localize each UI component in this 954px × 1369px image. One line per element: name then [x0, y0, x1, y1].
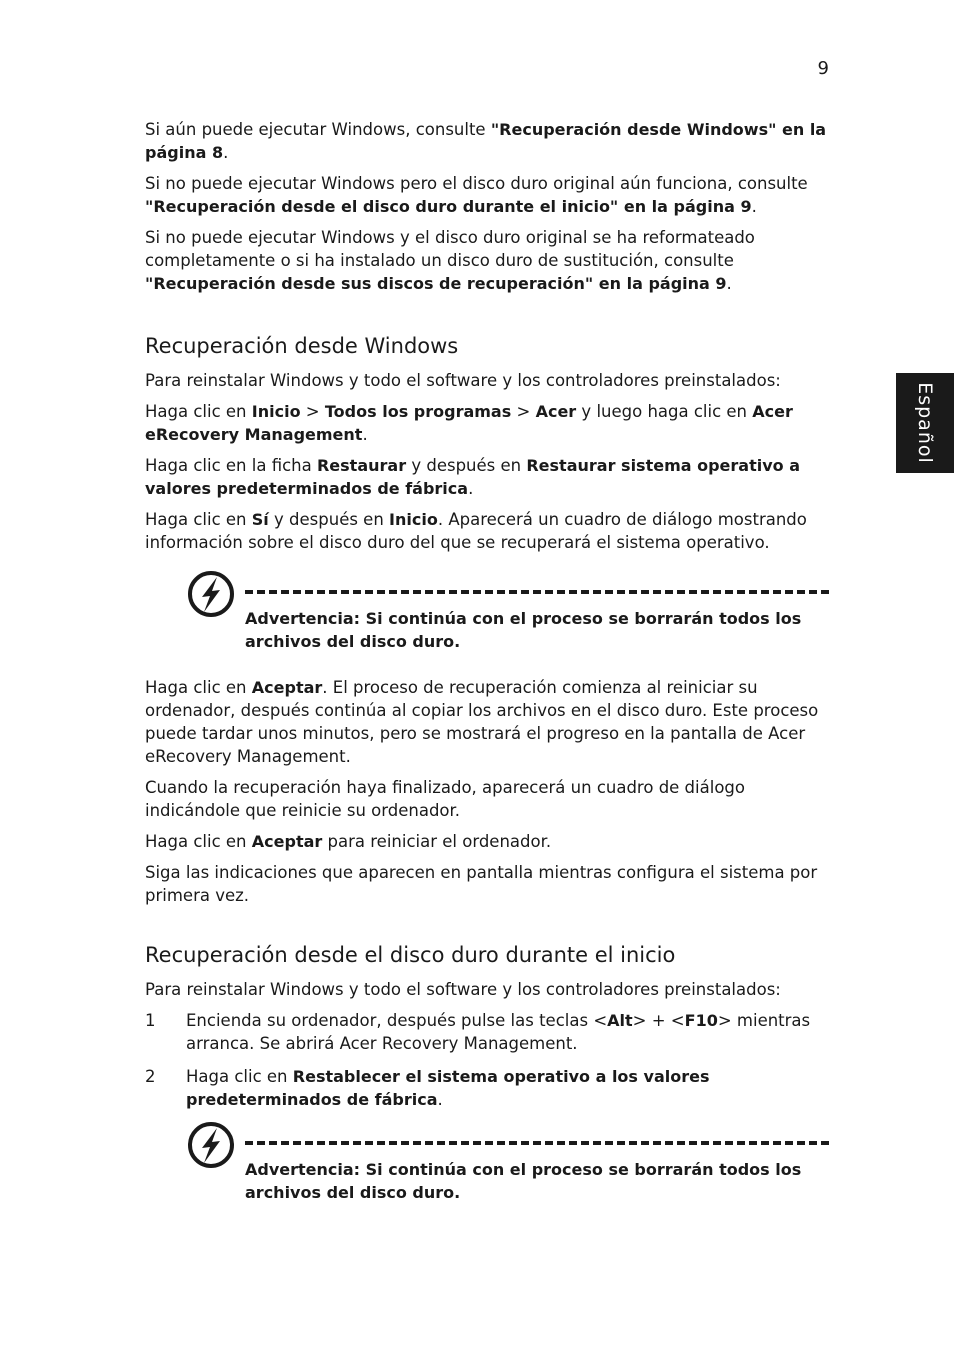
- section1-paragraph-7: [145, 830, 835, 853]
- intro-text: Si no puede ejecutar Windows y el disco duro original se ha reformateado completamente o si ha instalado un disco duro de sustitución, consulte: [145, 228, 755, 270]
- ui-term: Aceptar: [251, 832, 323, 851]
- warning-lightning-icon: [187, 1121, 235, 1169]
- language-tab: [896, 373, 954, 473]
- ui-term: Sí: [251, 510, 269, 529]
- text: .: [468, 479, 474, 498]
- text: y luego haga clic en: [576, 402, 753, 421]
- intro-text: Si no puede ejecutar Windows pero el disco duro original aún funciona, consulte: [145, 174, 808, 193]
- step-number: 1: [145, 1011, 156, 1030]
- warning-box: [145, 1121, 835, 1227]
- intro-paragraph-1: [145, 118, 835, 164]
- section-heading-windows: Recuperación desde Windows: [145, 334, 459, 358]
- text: Haga clic en: [145, 678, 252, 697]
- section1-paragraph-6: Cuando la recuperación haya finalizado, aparecerá un cuadro de diálogo indicándole que reinicie su ordenador.: [145, 778, 745, 820]
- key-name: Alt: [607, 1011, 633, 1030]
- section1-paragraph-5: [145, 676, 835, 768]
- warning-text: Advertencia: Si continúa con el proceso se borrarán todos los archivos del disco duro.: [245, 1160, 802, 1202]
- ui-term: Inicio: [251, 402, 301, 421]
- cross-reference-link[interactable]: "Recuperación desde Windows" en la página 8: [145, 120, 827, 162]
- step-number: 2: [145, 1067, 156, 1086]
- text: . El proceso de recuperación comienza al reiniciar su ordenador, después continúa al copiar los archivos en el disco duro. Este proceso puede tardar unos minutos, pero se mostrará el progreso en la pantalla de Acer eRecovery Management.: [145, 678, 819, 766]
- text: Haga clic en: [145, 510, 252, 529]
- section-heading-disk-boot: Recuperación desde el disco duro durante el inicio: [145, 943, 676, 967]
- text: .: [437, 1090, 443, 1109]
- section1-paragraph-1: Para reinstalar Windows y todo el software y los controladores preinstalados:: [145, 371, 781, 390]
- page-number: 9: [817, 58, 829, 79]
- steps-list: [145, 1009, 835, 1111]
- text: Haga clic en: [145, 832, 252, 851]
- cross-reference-link[interactable]: "Recuperación desde el disco duro durante el inicio" en la página 9: [145, 197, 752, 216]
- text: y después en: [406, 456, 527, 475]
- section1-paragraph-3: [145, 454, 835, 500]
- text: >: [511, 402, 536, 421]
- warning-divider: [245, 1141, 829, 1145]
- ui-term: Todos los programas: [324, 402, 512, 421]
- ui-term: Acer eRecovery Management: [145, 402, 793, 444]
- cross-reference-link[interactable]: "Recuperación desde sus discos de recuperación" en la página 9: [145, 274, 727, 293]
- ui-term: Restaurar: [316, 456, 407, 475]
- text: > mientras arranca. Se abrirá Acer Recovery Management.: [186, 1011, 811, 1053]
- section1-paragraph-4: [145, 508, 835, 554]
- section1-paragraph-2: [145, 400, 835, 446]
- warning-lightning-icon: [187, 570, 235, 618]
- text: Haga clic en: [145, 402, 252, 421]
- intro-text: .: [223, 143, 229, 162]
- list-item: [145, 1009, 835, 1055]
- page-content: [145, 118, 835, 1227]
- intro-paragraph-3: [145, 226, 835, 295]
- ui-term: Restaurar sistema operativo a valores predeterminados de fábrica: [145, 456, 801, 498]
- text: Haga clic en: [186, 1067, 293, 1086]
- ui-term: Aceptar: [251, 678, 323, 697]
- language-tab-label: Español: [914, 382, 936, 464]
- section1-paragraph-8: Siga las indicaciones que aparecen en pantalla mientras configura el sistema por primera vez.: [145, 863, 818, 905]
- intro-text: .: [726, 274, 732, 293]
- text: Haga clic en la ficha: [145, 456, 317, 475]
- text: .: [362, 425, 368, 444]
- intro-text: .: [751, 197, 757, 216]
- warning-text: Advertencia: Si continúa con el proceso se borrarán todos los archivos del disco duro.: [245, 609, 802, 651]
- section2-paragraph-1: Para reinstalar Windows y todo el software y los controladores preinstalados:: [145, 980, 781, 999]
- warning-box: [145, 570, 835, 676]
- ui-term: Inicio: [389, 510, 438, 529]
- text: para reiniciar el ordenador.: [322, 832, 552, 851]
- text: . Aparecerá un cuadro de diálogo mostrando información sobre el disco duro del que se recuperará el sistema operativo.: [145, 510, 807, 552]
- intro-text: Si aún puede ejecutar Windows, consulte: [145, 120, 491, 139]
- key-name: F10: [684, 1011, 718, 1030]
- text: Encienda su ordenador, después pulse las teclas <: [186, 1011, 608, 1030]
- intro-paragraph-2: [145, 172, 835, 218]
- ui-term: Acer: [535, 402, 577, 421]
- ui-term: Restablecer el sistema operativo a los valores predeterminados de fábrica: [186, 1067, 710, 1109]
- warning-divider: [245, 590, 829, 594]
- list-item: [145, 1065, 835, 1111]
- text: >: [300, 402, 325, 421]
- text: y después en: [268, 510, 390, 529]
- text: > + <: [632, 1011, 685, 1030]
